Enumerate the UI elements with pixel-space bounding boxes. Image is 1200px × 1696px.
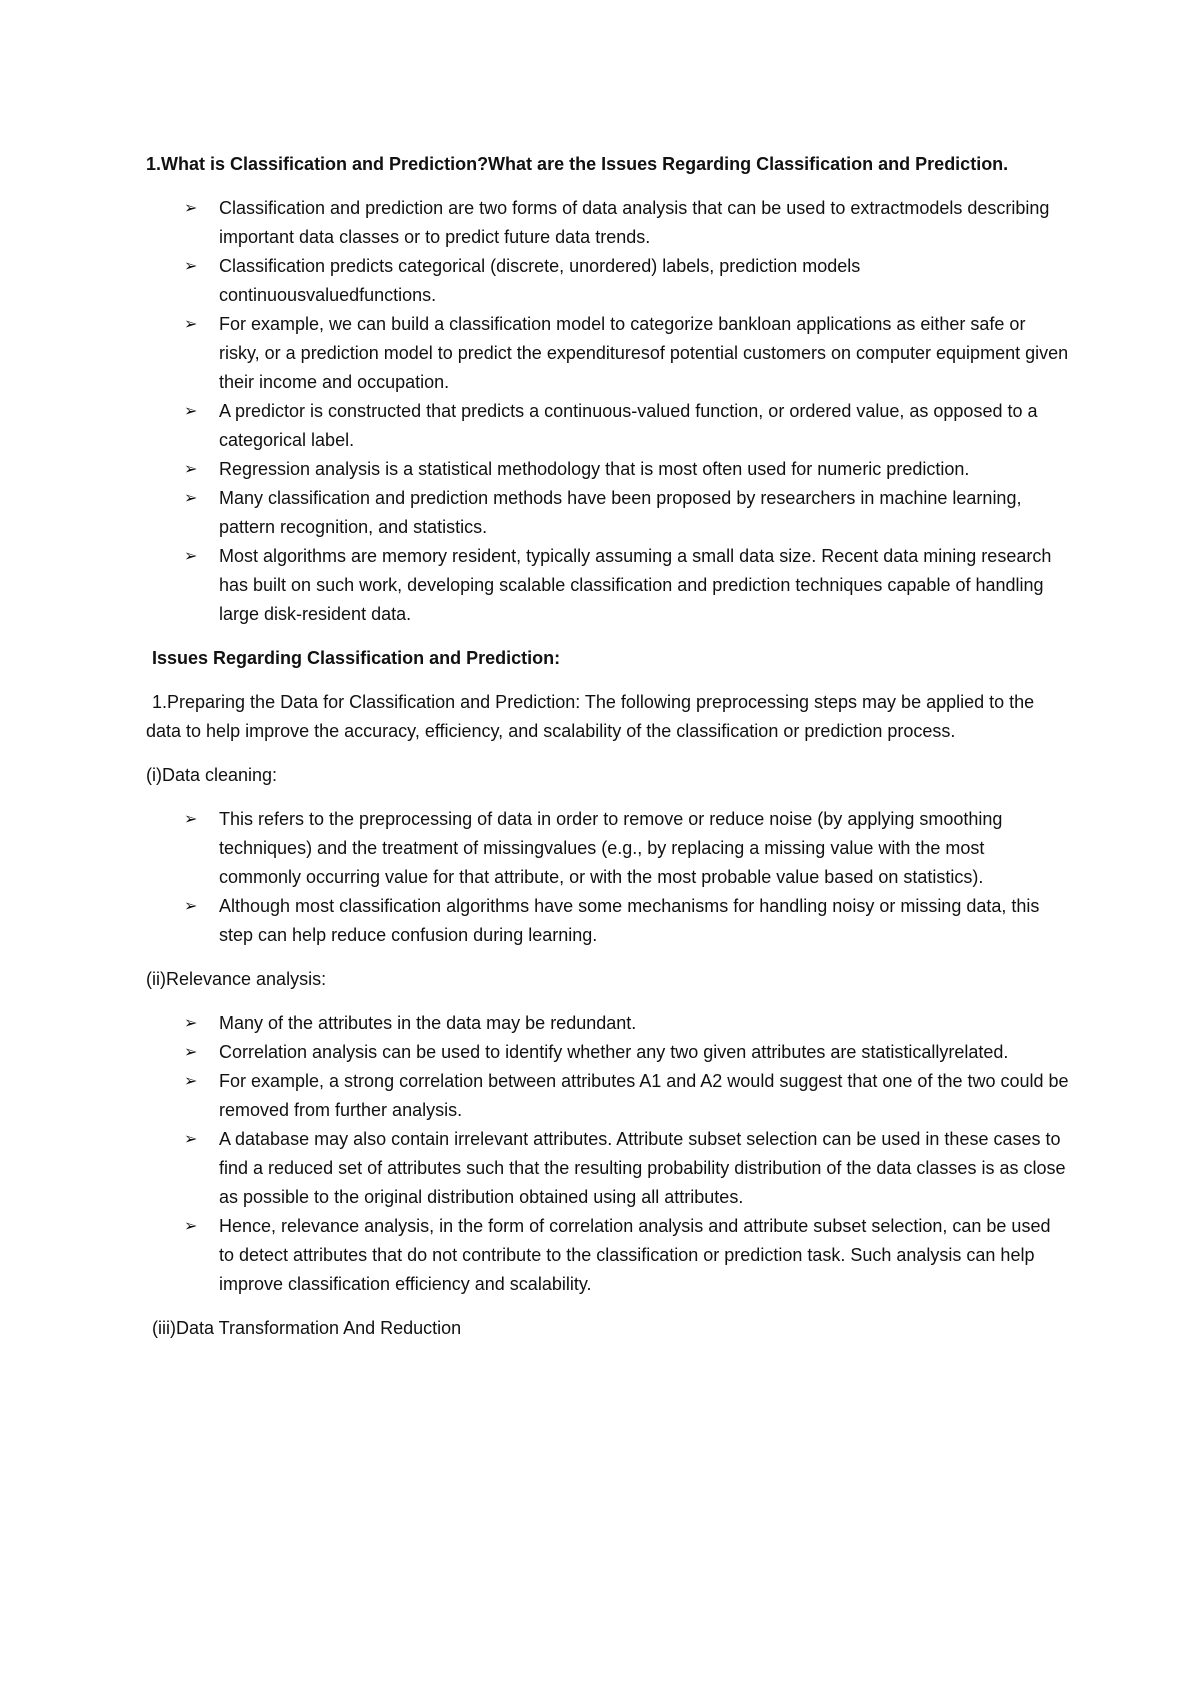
arrow-bullet-icon: ➢ [184,200,198,217]
data-cleaning-bullet-list [146,805,1070,950]
list-item: ➢ This refers to the preprocessing of data in order to remove or reduce noise (by applying smoothing techniques) and the treatment of missingvalues (e.g., by replacing a missing value with the most commonly occurring value for that attribute, or with the most probable value based on statistics). [146,805,1070,892]
list-item: ➢ Most algorithms are memory resident, typically assuming a small data size. Recent data mining research has built on such work, developing scalable classification and prediction techniques capable of handling large disk-resident data. [146,542,1070,629]
relevance-analysis-bullet-list [146,1009,1070,1299]
list-item: ➢ Many of the attributes in the data may be redundant. [146,1009,1070,1038]
preparing-paragraph: 1.Preparing the Data for Classification and Prediction: The following preprocessing steps may be applied to the data to help improve the accuracy, efficiency, and scalability of the classification or prediction process. [146,692,1035,741]
intro-bullet-list [146,194,1070,629]
relevance-analysis-heading: (ii)Relevance analysis: [146,969,327,989]
arrow-bullet-icon: ➢ [184,1015,198,1032]
list-item: ➢ Although most classification algorithms have some mechanisms for handling noisy or missing data, this step can help reduce confusion during learning. [146,892,1070,950]
list-item: ➢ A predictor is constructed that predicts a continuous-valued function, or ordered value, as opposed to a categorical label. [146,397,1070,455]
list-item: ➢ For example, we can build a classification model to categorize bankloan applications as either safe or risky, or a prediction model to predict the expendituresof potential customers on computer equipment given their income and occupation. [146,310,1070,397]
list-item: ➢ Hence, relevance analysis, in the form of correlation analysis and attribute subset selection, can be used to detect attributes that do not contribute to the classification or prediction task. Such analysis can help improve classification efficiency and scalability. [146,1212,1070,1299]
data-cleaning-heading: (i)Data cleaning: [146,765,278,785]
arrow-bullet-icon: ➢ [184,1073,198,1090]
arrow-bullet-icon: ➢ [184,1044,198,1061]
arrow-bullet-icon: ➢ [184,490,198,507]
arrow-bullet-icon: ➢ [184,258,198,275]
arrow-bullet-icon: ➢ [184,403,198,420]
list-item: ➢ Classification and prediction are two forms of data analysis that can be used to extractmodels describing important data classes or to predict future data trends. [146,194,1070,252]
list-item: ➢ Regression analysis is a statistical methodology that is most often used for numeric prediction. [146,455,1070,484]
arrow-bullet-icon: ➢ [184,1218,198,1235]
arrow-bullet-icon: ➢ [184,461,198,478]
arrow-bullet-icon: ➢ [184,1131,198,1148]
arrow-bullet-icon: ➢ [184,811,198,828]
list-item: ➢ Many classification and prediction methods have been proposed by researchers in machine learning, pattern recognition, and statistics. [146,484,1070,542]
data-transformation-heading: (iii)Data Transformation And Reduction [152,1318,462,1338]
list-item: ➢ Correlation analysis can be used to identify whether any two given attributes are statisticallyrelated. [146,1038,1070,1067]
list-item: ➢ For example, a strong correlation between attributes A1 and A2 would suggest that one of the two could be removed from further analysis. [146,1067,1070,1125]
arrow-bullet-icon: ➢ [184,548,198,565]
list-item: ➢ Classification predicts categorical (discrete, unordered) labels, prediction models continuousvaluedfunctions. [146,252,1070,310]
arrow-bullet-icon: ➢ [184,898,198,915]
arrow-bullet-icon: ➢ [184,316,198,333]
page-title: 1.What is Classification and Prediction?What are the Issues Regarding Classification and Prediction. [146,154,1009,174]
list-item: ➢ A database may also contain irrelevant attributes. Attribute subset selection can be used in these cases to find a reduced set of attributes such that the resulting probability distribution of the data classes is as close as possible to the original distribution obtained using all attributes. [146,1125,1070,1212]
issues-heading: Issues Regarding Classification and Prediction: [152,648,561,668]
